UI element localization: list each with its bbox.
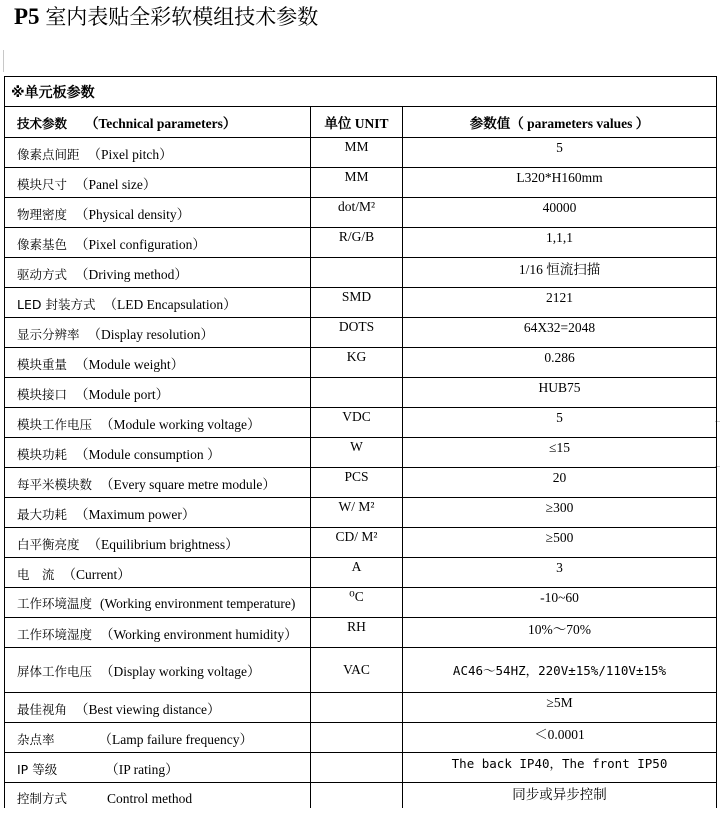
parameter-value: L320*H160mm [516, 169, 603, 185]
title-text: 室内表贴全彩软模组技术参数 [45, 5, 319, 29]
unit-cell [311, 618, 403, 648]
parameter-name [5, 288, 311, 318]
value-cell [403, 348, 717, 378]
parameter-value: AC46～54HZ，220V±15%/110V±15% [452, 663, 667, 678]
parameter-name-en: （Driving method） [75, 266, 188, 282]
parameter-value: 64X32=2048 [523, 319, 596, 335]
table-row [5, 168, 717, 198]
parameter-name [5, 693, 311, 723]
parameter-value: 1/16 恒流扫描 [518, 261, 601, 277]
parameter-name-en: （IP rating） [105, 761, 179, 777]
value-cell [403, 318, 717, 348]
unit-cell [311, 723, 403, 753]
parameter-name-cn: 屏体工作电压 [17, 664, 93, 679]
table-row [5, 348, 717, 378]
parameter-name-cn: 工作环境湿度 [17, 626, 93, 642]
parameter-name [5, 348, 311, 378]
parameter-name-cn: 工作环境温度 [17, 595, 93, 611]
parameter-name-en: （Pixel pitch） [87, 146, 173, 162]
page-title [14, 0, 318, 34]
unit-cell [311, 228, 403, 258]
parameter-name [5, 168, 311, 198]
unit-cell [311, 288, 403, 318]
table-header-row [5, 107, 717, 138]
unit-value: DOTS [338, 318, 375, 334]
parameter-name [5, 723, 311, 753]
parameter-name-en: （Panel size） [75, 176, 157, 192]
value-cell [403, 138, 717, 168]
parameter-name [5, 648, 311, 693]
unit-cell [311, 348, 403, 378]
parameter-name-en: Control method [107, 790, 193, 806]
unit-cell [311, 378, 403, 408]
value-cell [403, 498, 717, 528]
table-row [5, 138, 717, 168]
table-row [5, 588, 717, 618]
parameter-value: ＜0.0001 [534, 726, 585, 742]
table-row [5, 753, 717, 783]
value-cell [403, 558, 717, 588]
unit-value: VAC [343, 662, 370, 677]
value-cell [403, 693, 717, 723]
parameter-name [5, 318, 311, 348]
unit-cell [311, 468, 403, 498]
unit-cell [311, 138, 403, 168]
parameter-value: -10~60 [540, 589, 579, 605]
parameter-value: 2121 [546, 289, 573, 305]
parameter-name-cn: LED 封装方式 [17, 296, 96, 312]
unit-cell [311, 558, 403, 588]
table-row [5, 318, 717, 348]
parameter-name [5, 408, 311, 438]
margin-mark [3, 50, 4, 72]
unit-cell [311, 753, 403, 783]
table-row [5, 198, 717, 228]
parameter-name-en: （Equilibrium brightness） [87, 536, 239, 552]
parameter-name [5, 498, 311, 528]
parameter-name [5, 468, 311, 498]
parameter-value: ≥5M [546, 694, 573, 710]
unit-value: A [351, 558, 362, 574]
value-cell [403, 378, 717, 408]
parameter-value: ≥300 [545, 499, 574, 515]
value-cell [403, 288, 717, 318]
parameter-value: 同步或异步控制 [512, 786, 607, 802]
parameter-name [5, 378, 311, 408]
table-row [5, 618, 717, 648]
parameter-name-cn: 驱动方式 [17, 266, 68, 282]
table-row [5, 723, 717, 753]
parameter-name [5, 618, 311, 648]
table-row [5, 288, 717, 318]
unit-value: CD/ M² [335, 528, 378, 544]
header-value: 参数值（ parameters values ） [403, 107, 717, 138]
table-row [5, 228, 717, 258]
parameter-name-cn: 杂点率 [17, 731, 55, 747]
parameter-value: The back IP40，The front IP50 [451, 755, 668, 771]
parameter-value: 5 [556, 409, 563, 425]
parameter-name-cn: 模块工作电压 [17, 416, 93, 432]
parameter-name-en: （Best viewing distance） [75, 701, 221, 717]
table-row [5, 438, 717, 468]
parameter-name-en: （Display working voltage） [100, 664, 261, 679]
unit-cell [311, 693, 403, 723]
unit-value: MM [344, 168, 369, 184]
parameter-name-en: （LED Encapsulation） [103, 296, 237, 312]
parameter-value: 20 [552, 469, 567, 485]
unit-cell [311, 498, 403, 528]
parameter-value: 10%～70% [528, 621, 591, 637]
value-cell [403, 168, 717, 198]
unit-cell [311, 198, 403, 228]
unit-cell [311, 258, 403, 288]
unit-value: dot/M² [337, 198, 376, 214]
parameter-name-en: （Module weight） [75, 356, 185, 372]
parameter-name-en: （Module working voltage） [100, 416, 261, 432]
value-cell [403, 588, 717, 618]
parameter-value: 0.286 [544, 349, 575, 365]
unit-value: PCS [344, 468, 369, 484]
value-cell [403, 408, 717, 438]
section-title: ※单元板参数 [5, 77, 717, 107]
parameter-name-cn: 模块接口 [17, 386, 68, 402]
parameter-name-cn: 最大功耗 [17, 506, 68, 522]
parameter-name-en: （Pixel configuration） [75, 236, 206, 252]
section-title-row [5, 77, 717, 107]
table-row [5, 693, 717, 723]
parameter-name-cn: 白平衡亮度 [17, 536, 80, 552]
parameter-name-cn: 模块重量 [17, 356, 68, 372]
value-cell [403, 438, 717, 468]
value-cell [403, 528, 717, 558]
parameter-name-cn: 像素基色 [17, 236, 68, 252]
parameter-name [5, 138, 311, 168]
unit-cell [311, 648, 403, 693]
parameters-table [4, 76, 717, 813]
value-cell [403, 618, 717, 648]
unit-value: W [350, 438, 363, 454]
parameter-name [5, 528, 311, 558]
parameter-name-cn: 电 流 [17, 566, 55, 582]
parameter-name-en: （Physical density） [75, 206, 191, 222]
value-cell [403, 228, 717, 258]
unit-cell [311, 588, 403, 618]
parameter-name [5, 753, 311, 783]
parameter-name-en: （Current） [62, 566, 131, 582]
unit-value: R/G/B [338, 228, 375, 244]
unit-cell [311, 528, 403, 558]
unit-cell [311, 408, 403, 438]
unit-cell [311, 438, 403, 468]
parameter-name-cn: 每平米模块数 [17, 476, 93, 492]
parameter-name [5, 258, 311, 288]
table-row [5, 378, 717, 408]
parameter-value: 5 [556, 139, 563, 155]
unit-value: SMD [341, 288, 372, 304]
parameter-name [5, 438, 311, 468]
unit-value: W/ M² [338, 498, 375, 514]
parameter-name-en: （Maximum power） [75, 506, 196, 522]
table-row [5, 258, 717, 288]
parameter-name-cn: 模块功耗 [17, 446, 68, 462]
parameter-value: 40000 [542, 199, 577, 215]
parameter-value: 3 [556, 559, 563, 575]
parameter-name-en: （Lamp failure frequency） [98, 731, 253, 747]
parameter-name-en: （Working environment humidity） [100, 626, 298, 642]
parameter-value: 1,1,1 [546, 229, 573, 245]
unit-cell [311, 168, 403, 198]
parameter-name [5, 228, 311, 258]
parameter-value: ≥500 [545, 529, 574, 545]
unit-value: ⁰C [349, 588, 364, 604]
value-cell [403, 753, 717, 783]
parameter-name-cn: IP 等级 [17, 761, 58, 777]
parameter-name-cn: 模块尺寸 [17, 176, 68, 192]
table-row [5, 558, 717, 588]
table-row [5, 528, 717, 558]
parameter-name-en: （Display resolution） [87, 326, 214, 342]
table-row [5, 498, 717, 528]
unit-value: KG [346, 348, 367, 364]
unit-value: VDC [342, 408, 371, 424]
parameter-value: ≤15 [549, 439, 570, 455]
parameter-name-cn: 控制方式 [17, 790, 68, 806]
parameter-name-cn: 最佳视角 [17, 701, 68, 717]
value-cell [403, 723, 717, 753]
parameter-name-en: （Module port） [75, 386, 170, 402]
parameter-name-en: （Every square metre module） [100, 476, 276, 492]
page-bottom-edge [0, 808, 720, 816]
parameter-name [5, 198, 311, 228]
parameter-name-en: （Module consumption ） [75, 446, 221, 462]
value-cell [403, 258, 717, 288]
header-unit: 单位 UNIT [311, 107, 403, 138]
table-row [5, 408, 717, 438]
unit-value: MM [344, 138, 369, 154]
parameter-name-cn: 显示分辨率 [17, 326, 80, 342]
parameter-name [5, 558, 311, 588]
value-cell [403, 198, 717, 228]
parameter-name-cn: 像素点间距 [17, 146, 80, 162]
table-row [5, 468, 717, 498]
header-parameter: 技术参数 （Technical parameters） [5, 107, 311, 138]
parameter-name [5, 588, 311, 618]
value-cell [403, 468, 717, 498]
value-cell [403, 648, 717, 693]
unit-cell [311, 318, 403, 348]
table-row [5, 648, 717, 693]
title-prefix: P5 [14, 4, 40, 29]
parameter-value: HUB75 [538, 379, 581, 395]
parameter-name-cn: 物理密度 [17, 206, 68, 222]
parameter-name-en: (Working environment temperature) [100, 595, 296, 611]
unit-value: RH [347, 618, 366, 634]
